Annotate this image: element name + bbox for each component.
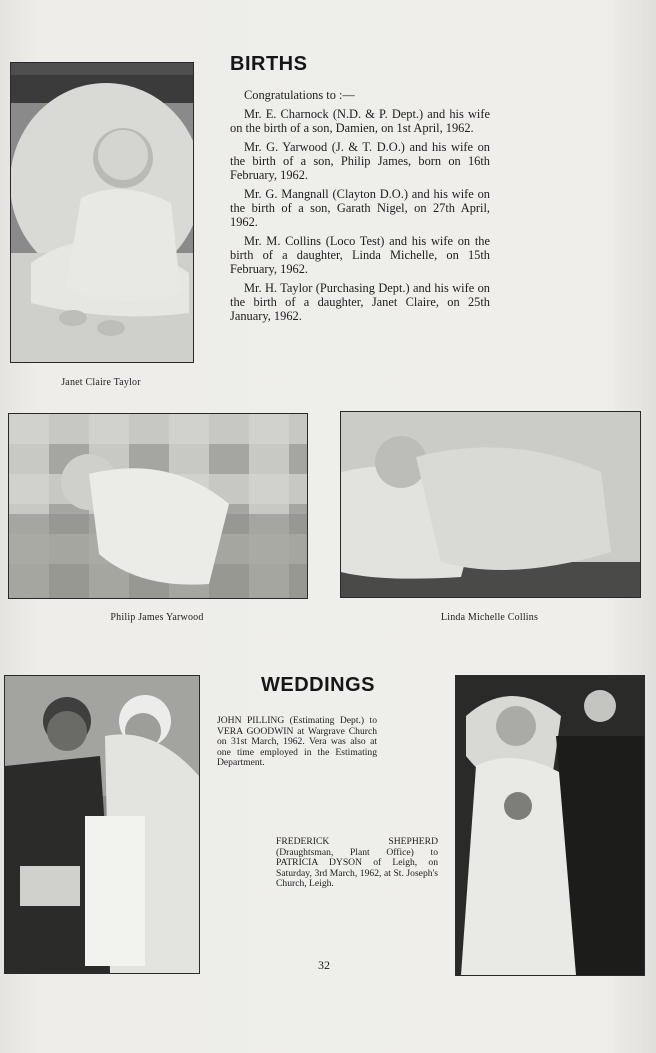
birth-entry: Mr. M. Collins (Loco Test) and his wife on the birth of a daughter, Linda Michelle, on 15th February, 1962. bbox=[230, 234, 490, 276]
birth-entry: Mr. G. Mangnall (Clayton D.O.) and his wife on the birth of a son, Garath Nigel, on 27th April, 1962. bbox=[230, 187, 490, 229]
wedding-entry-shepherd: FREDERICK SHEPHERD (Draughtsman, Plant Office) to PATRICIA DYSON of Leigh, on Saturday, 3rd March, 1962, at St. Joseph's Church, Leigh. bbox=[276, 836, 438, 889]
caption-linda: Linda Michelle Collins bbox=[440, 612, 539, 623]
baby-photo-illustration bbox=[341, 412, 640, 597]
baby-photo-illustration bbox=[9, 414, 307, 598]
baby-photo-illustration bbox=[11, 63, 193, 362]
birth-entry: Mr. E. Charnock (N.D. & P. Dept.) and his wife on the birth of a son, Damien, on 1st April, 1962. bbox=[230, 107, 490, 135]
caption-philip: Philip James Yarwood bbox=[110, 612, 204, 623]
photo-philip-james-yarwood bbox=[8, 413, 308, 599]
caption-janet: Janet Claire Taylor bbox=[61, 377, 141, 388]
births-heading: BIRTHS bbox=[230, 53, 308, 75]
photo-linda-michelle-collins bbox=[340, 411, 641, 598]
photo-janet-claire-taylor bbox=[10, 62, 194, 363]
birth-entry: Mr. G. Yarwood (J. & T. D.O.) and his wife on the birth of a son, Philip James, born on 16th February, 1962. bbox=[230, 140, 490, 182]
wedding-photo-illustration bbox=[5, 676, 199, 973]
photo-pilling-wedding bbox=[4, 675, 200, 974]
births-text bbox=[230, 88, 490, 328]
wedding-photo-illustration bbox=[456, 676, 644, 975]
birth-entry: Mr. H. Taylor (Purchasing Dept.) and his wife on the birth of a daughter, Janet Claire, on 25th January, 1962. bbox=[230, 281, 490, 323]
photo-shepherd-wedding bbox=[455, 675, 645, 976]
page-number: 32 bbox=[318, 958, 330, 972]
weddings-heading: WEDDINGS bbox=[261, 674, 375, 696]
wedding-entry-pilling: JOHN PILLING (Estimating Dept.) to VERA GOODWIN at Wargrave Church on 31st March, 1962. Vera was also at one time employed in the Estimating Department. bbox=[217, 715, 377, 768]
births-intro: Congratulations to :— bbox=[244, 88, 355, 102]
